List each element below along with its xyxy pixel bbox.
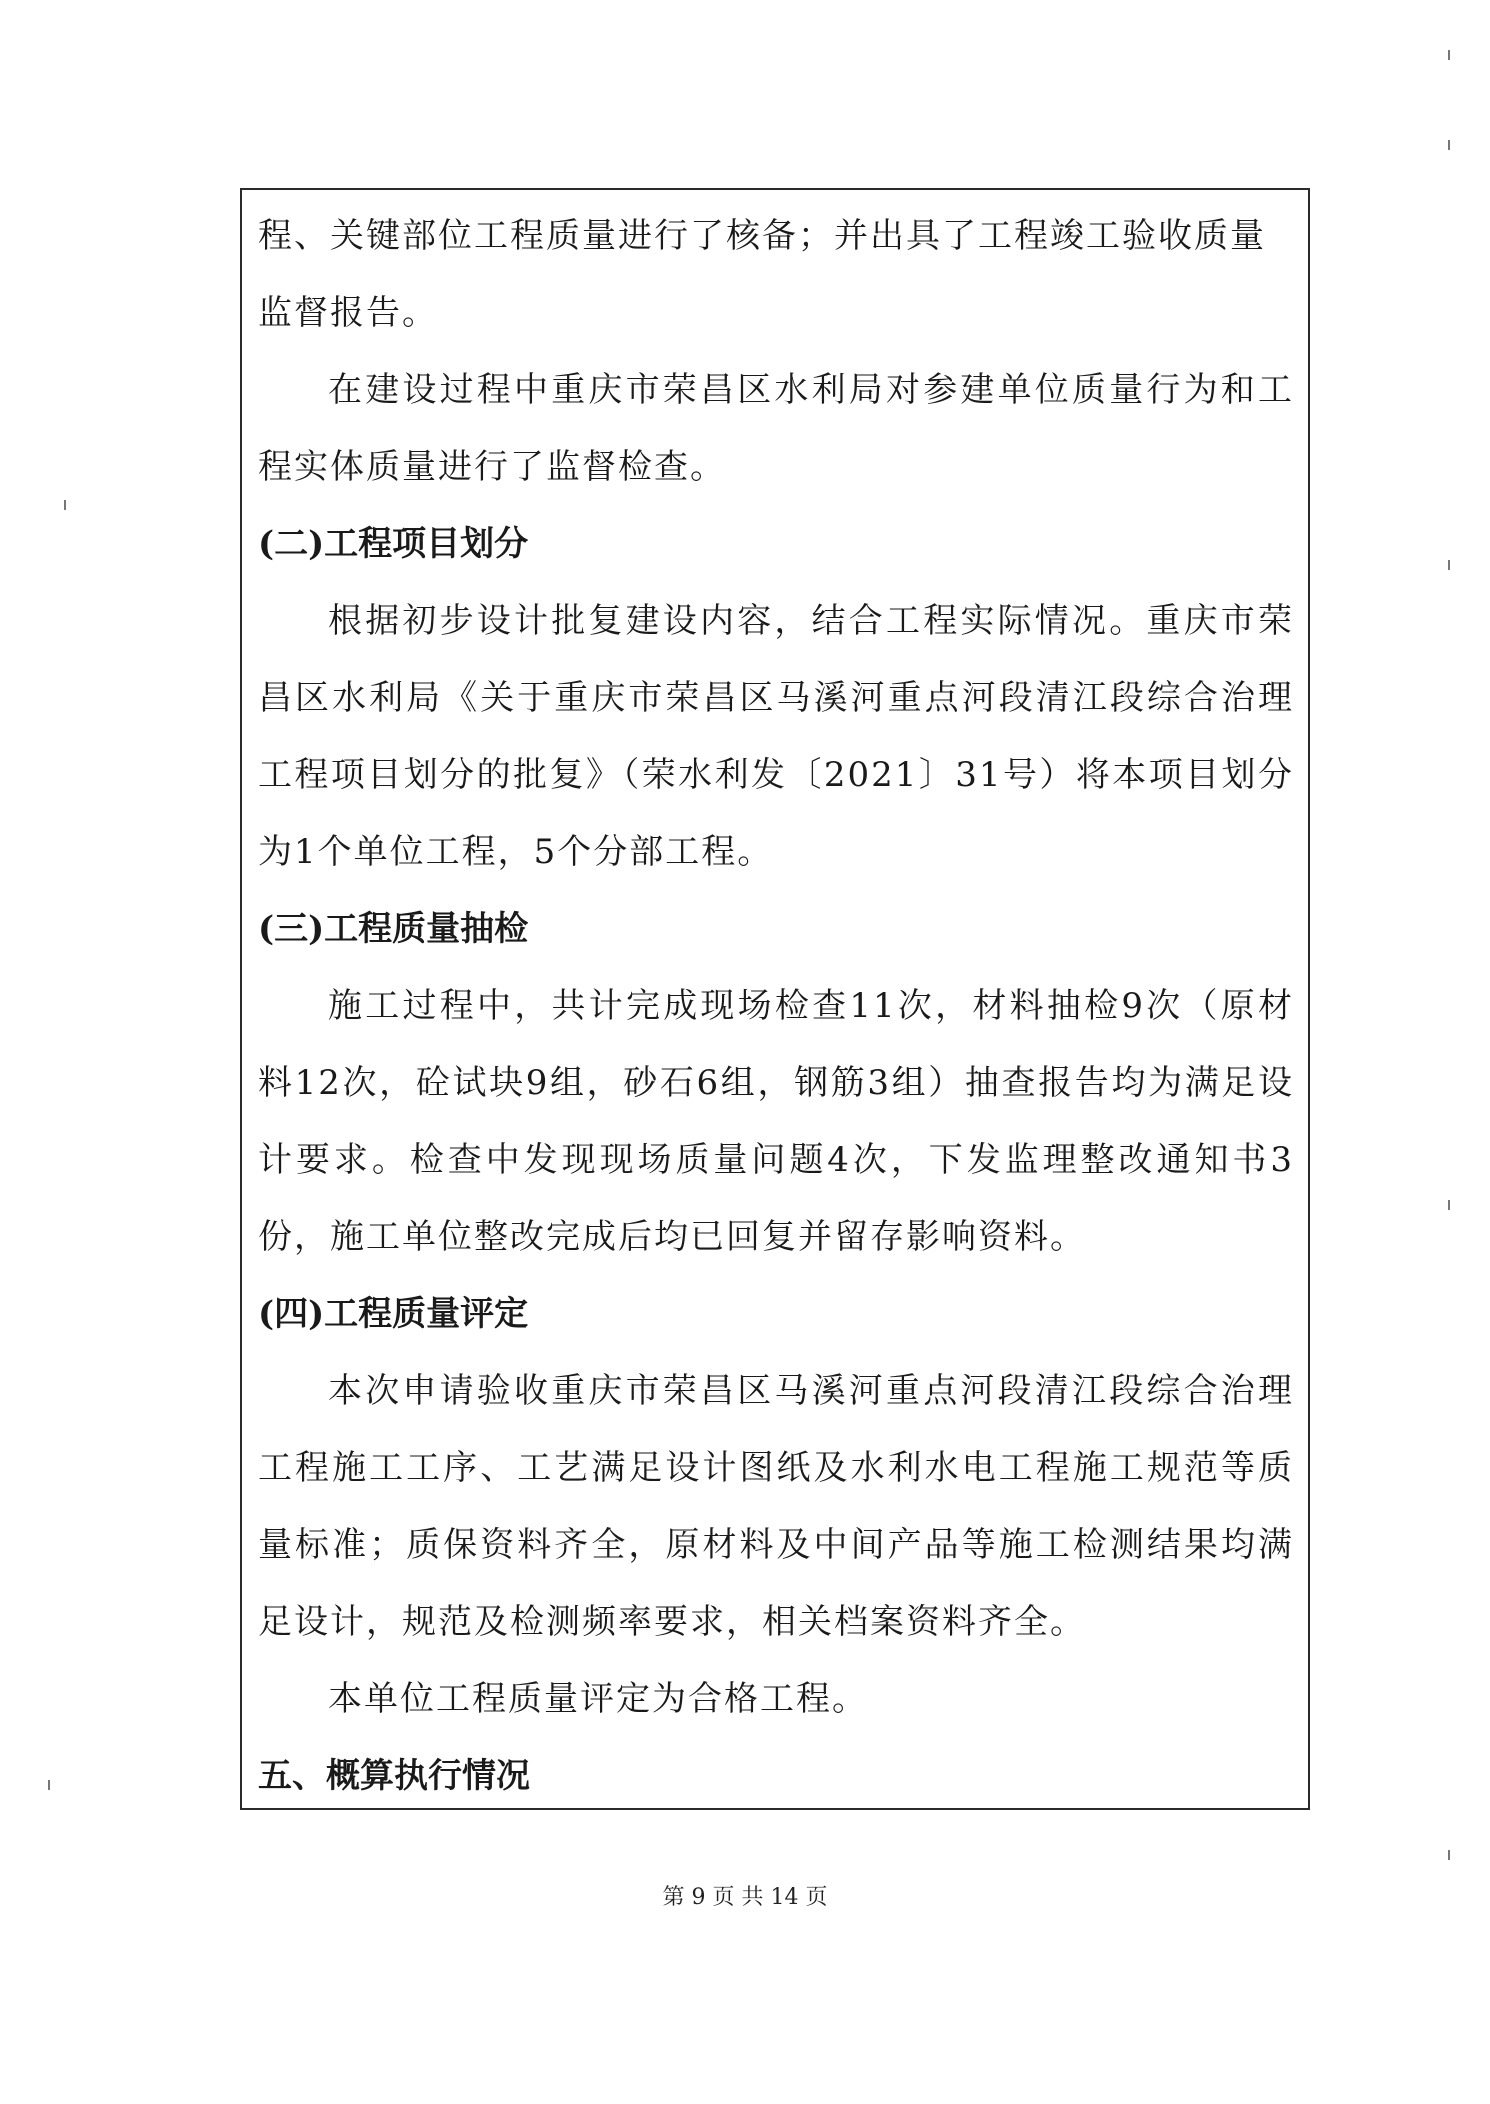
scan-artifact — [1448, 50, 1450, 60]
document-body — [258, 198, 1294, 1815]
scan-artifact — [64, 500, 66, 510]
heading-budget-execution: 五、概算执行情况 — [258, 1756, 530, 1796]
paragraph-evaluation-result: 本单位工程质量评定为合格工程。 — [328, 1679, 868, 1719]
heading-quality-sampling: (三)工程质量抽检 — [258, 909, 529, 949]
page-number: 第 9 页 共 14 页 — [662, 1885, 828, 1910]
scan-artifact — [48, 1780, 50, 1790]
scan-artifact — [1448, 140, 1450, 150]
paragraph-continued: 程、关键部位工程质量进行了核备；并出具了工程竣工验收质量监督报告。 — [258, 216, 1266, 333]
heading-quality-evaluation: (四)工程质量评定 — [258, 1294, 529, 1334]
paragraph-project-division: 根据初步设计批复建设内容，结合工程实际情况。重庆市荣昌区水利局《关于重庆市荣昌区马溪河重点河段清江段综合治理工程项目划分的批复》（荣水利发〔2021〕31号）将本项目划分为1个单位工程，5个分部工程。 — [258, 601, 1294, 872]
paragraph-quality-sampling: 施工过程中，共计完成现场检查11次，材料抽检9次（原材料12次，砼试块9组，砂石6组，钢筋3组）抽查报告均为满足设计要求。检查中发现现场质量问题4次，下发监理整改通知书3份，施工单位整改完成后均已回复并留存影响资料。 — [258, 986, 1294, 1257]
scan-artifact — [1448, 1850, 1450, 1860]
heading-project-division: (二)工程项目划分 — [258, 524, 529, 564]
content-frame — [240, 188, 1310, 1810]
paragraph-supervision: 在建设过程中重庆市荣昌区水利局对参建单位质量行为和工程实体质量进行了监督检查。 — [258, 370, 1294, 487]
scan-artifact — [1448, 1200, 1450, 1210]
scan-artifact — [1448, 560, 1450, 570]
paragraph-quality-evaluation: 本次申请验收重庆市荣昌区马溪河重点河段清江段综合治理工程施工工序、工艺满足设计图纸及水利水电工程施工规范等质量标准；质保资料齐全，原材料及中间产品等施工检测结果均满足设计，规范及检测频率要求，相关档案资料齐全。 — [258, 1371, 1294, 1642]
